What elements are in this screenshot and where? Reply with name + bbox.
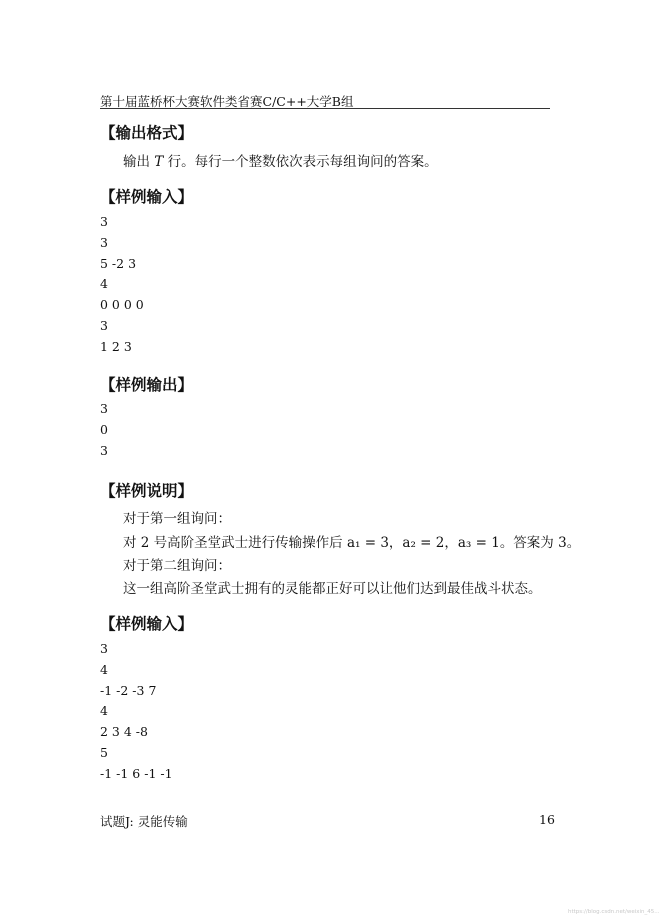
section-heading-output-format: 【输出格式】 bbox=[100, 124, 194, 142]
code-line: 3 bbox=[100, 317, 108, 333]
explanation-line-2: 对 2 号高阶圣堂武士进行传输操作后 a₁ = 3，a₂ = 2，a₃ = 1。答案为 3。 bbox=[123, 535, 581, 551]
math-expression: a₁ = 3，a₂ = 2，a₃ = 1 bbox=[346, 535, 500, 551]
code-line: 5 -2 3 bbox=[100, 255, 137, 271]
code-line: 4 bbox=[100, 661, 108, 677]
section-heading-sample-explanation: 【样例说明】 bbox=[100, 482, 194, 500]
explanation-line-1: 对于第一组询问： bbox=[123, 511, 231, 527]
code-line: -1 -1 6 -1 -1 bbox=[100, 765, 173, 781]
code-line: 3 bbox=[100, 442, 108, 458]
code-line: 3 bbox=[100, 234, 108, 250]
code-line: 3 bbox=[100, 401, 108, 416]
code-line: 2 3 4 -8 bbox=[100, 724, 148, 740]
code-line: 0 bbox=[100, 421, 108, 437]
code-line: 1 2 3 bbox=[100, 338, 132, 354]
header-rule bbox=[100, 108, 550, 109]
sample-output-block bbox=[100, 399, 108, 461]
footer-problem-title: 试题J: 灵能传输 bbox=[100, 814, 188, 829]
section-heading-sample-output: 【样例输出】 bbox=[100, 376, 194, 394]
sample-input-2-block bbox=[100, 639, 173, 785]
code-line: 4 bbox=[100, 703, 108, 719]
math-variable-T: T bbox=[154, 154, 164, 170]
code-line: -1 -2 -3 7 bbox=[100, 682, 157, 698]
page-number: 16 bbox=[539, 812, 555, 827]
watermark-text: https://blog.csdn.net/weixin_45... bbox=[568, 909, 660, 915]
explanation-line-4: 这一组高阶圣堂武士拥有的灵能都正好可以让他们达到最佳战斗状态。 bbox=[123, 581, 542, 597]
sample-input-1-block bbox=[100, 212, 144, 358]
code-line: 4 bbox=[100, 276, 108, 292]
explanation-line-3: 对于第二组询问： bbox=[123, 558, 231, 574]
output-format-text: 输出 T 行。每行一个整数依次表示每组询问的答案。 bbox=[123, 154, 438, 170]
code-line: 3 bbox=[100, 214, 108, 229]
section-heading-sample-input-1: 【样例输入】 bbox=[100, 188, 194, 206]
code-line: 5 bbox=[100, 744, 108, 760]
page-header-title: 第十届蓝桥杯大赛软件类省赛C/C++大学B组 bbox=[100, 94, 354, 109]
section-heading-sample-input-2: 【样例输入】 bbox=[100, 615, 194, 633]
code-line: 3 bbox=[100, 641, 108, 656]
code-line: 0 0 0 0 bbox=[100, 297, 144, 313]
